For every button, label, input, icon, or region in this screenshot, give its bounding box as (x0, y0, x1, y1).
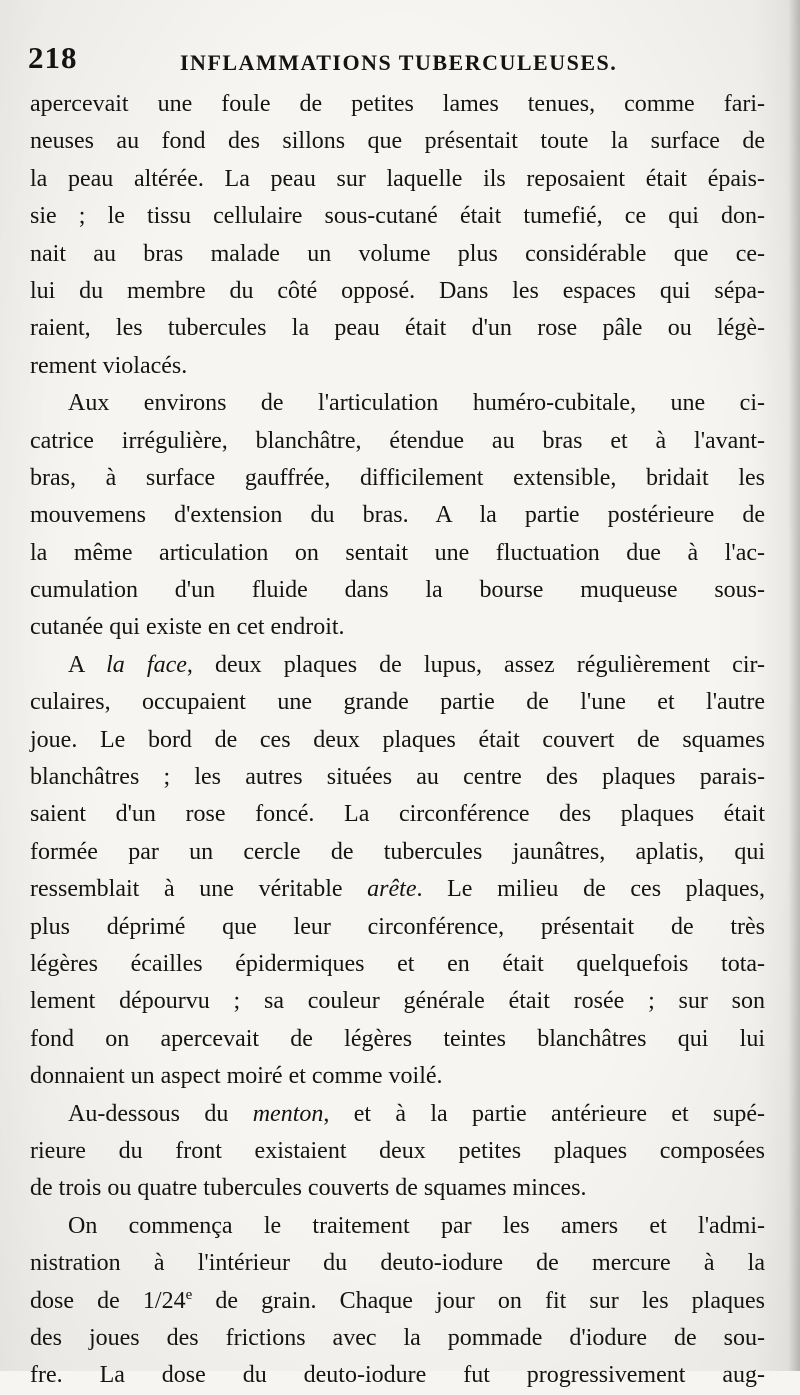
text-line (30, 871, 765, 908)
text-line: catrice irrégulière, blanchâtre, étendue au bras et à l'avant- (30, 427, 765, 454)
running-title: INFLAMMATIONS TUBERCULEUSES. (180, 50, 618, 75)
text-run: , deux plaques de lupus, assez régulièrement cir- (186, 651, 765, 678)
text-run: Au-dessous du (68, 1100, 253, 1127)
text-line: joue. Le bord de ces deux plaques était couvert de squames (30, 726, 765, 753)
text-line: des joues des frictions avec la pommade d'iodure de sou- (30, 1324, 765, 1351)
text-line: bras, à surface gauffrée, difficilement extensible, bridait les (30, 464, 765, 491)
superscript: e (185, 1286, 193, 1303)
italic-term: menton (252, 1100, 324, 1127)
text-line: blanchâtres ; les autres situées au centre des plaques parais- (30, 764, 765, 791)
text-line: cutanée qui existe en cet endroit. (30, 614, 345, 641)
text-run: A (68, 651, 107, 678)
text-line: lement dépourvu ; sa couleur générale était rosée ; sur son (30, 988, 765, 1015)
page-number: 218 (28, 40, 78, 75)
text-line (30, 1283, 765, 1320)
text-line: culaires, occupaient une grande partie de l'une et l'autre (30, 689, 765, 716)
running-head (28, 40, 758, 84)
text-line: donnaient un aspect moiré et comme voilé. (30, 1063, 443, 1090)
text-line: lui du membre du côté opposé. Dans les espaces qui sépa- (30, 277, 765, 304)
text-line: rement violacés. (30, 352, 188, 379)
text-line: la même articulation on sentait une fluctuation due à l'ac- (30, 539, 765, 566)
text-line: fond on apercevait de légères teintes blanchâtres qui lui (30, 1025, 765, 1052)
text-run: , et à la partie antérieure et supé- (323, 1100, 765, 1127)
paragraph-first-line (30, 1096, 765, 1133)
text-line: fre. La dose du deuto-iodure fut progressivement aug- (30, 1362, 765, 1389)
italic-term: arête (367, 876, 417, 903)
text-line: apercevait une foule de petites lames tenues, comme fari- (30, 91, 765, 117)
text-line: saient d'un rose foncé. La circonférence des plaques était (30, 801, 765, 828)
text-run: de grain. Chaque jour on fit sur les plaques (192, 1287, 765, 1314)
text-line: de trois ou quatre tubercules couverts de squames minces. (30, 1175, 587, 1202)
italic-term: la face (106, 651, 187, 678)
page-edge-shadow (788, 0, 800, 1371)
text-line: rieure du front existaient deux petites plaques composées (30, 1137, 765, 1164)
text-line: plus déprimé que leur circonférence, présentait de très (30, 913, 765, 940)
paragraph-first-line: Aux environs de l'articulation huméro-cubitale, une ci- (68, 390, 765, 417)
text-line: neuses au fond des sillons que présentait toute la surface de (30, 128, 765, 155)
text-line: sie ; le tissu cellulaire sous-cutané était tumefié, ce qui don- (30, 203, 765, 230)
text-line: légères écailles épidermiques et en était quelquefois tota- (30, 950, 765, 977)
text-line: nistration à l'intérieur du deuto-iodure de mercure à la (30, 1250, 765, 1277)
text-line: formée par un cercle de tubercules jaunâtres, aplatis, qui (30, 838, 765, 865)
text-line: cumulation d'un fluide dans la bourse muqueuse sous- (30, 577, 765, 604)
paragraph-first-line: On commença le traitement par les amers et l'admi- (68, 1212, 765, 1239)
text-line: mouvemens d'extension du bras. A la partie postérieure de (30, 502, 765, 529)
text-line: raient, les tubercules la peau était d'un rose pâle ou légè- (30, 315, 765, 342)
text-run: . Le milieu de ces plaques, (416, 876, 765, 903)
text-run: ressemblait à une véritable (30, 876, 368, 903)
text-line: nait au bras malade un volume plus considérable que ce- (30, 240, 765, 267)
text-line: la peau altérée. La peau sur laquelle ils reposaient était épais- (30, 165, 765, 192)
text-run: dose de 1/24 (30, 1287, 186, 1314)
body-text (30, 86, 765, 1395)
paragraph-first-line (30, 647, 765, 684)
